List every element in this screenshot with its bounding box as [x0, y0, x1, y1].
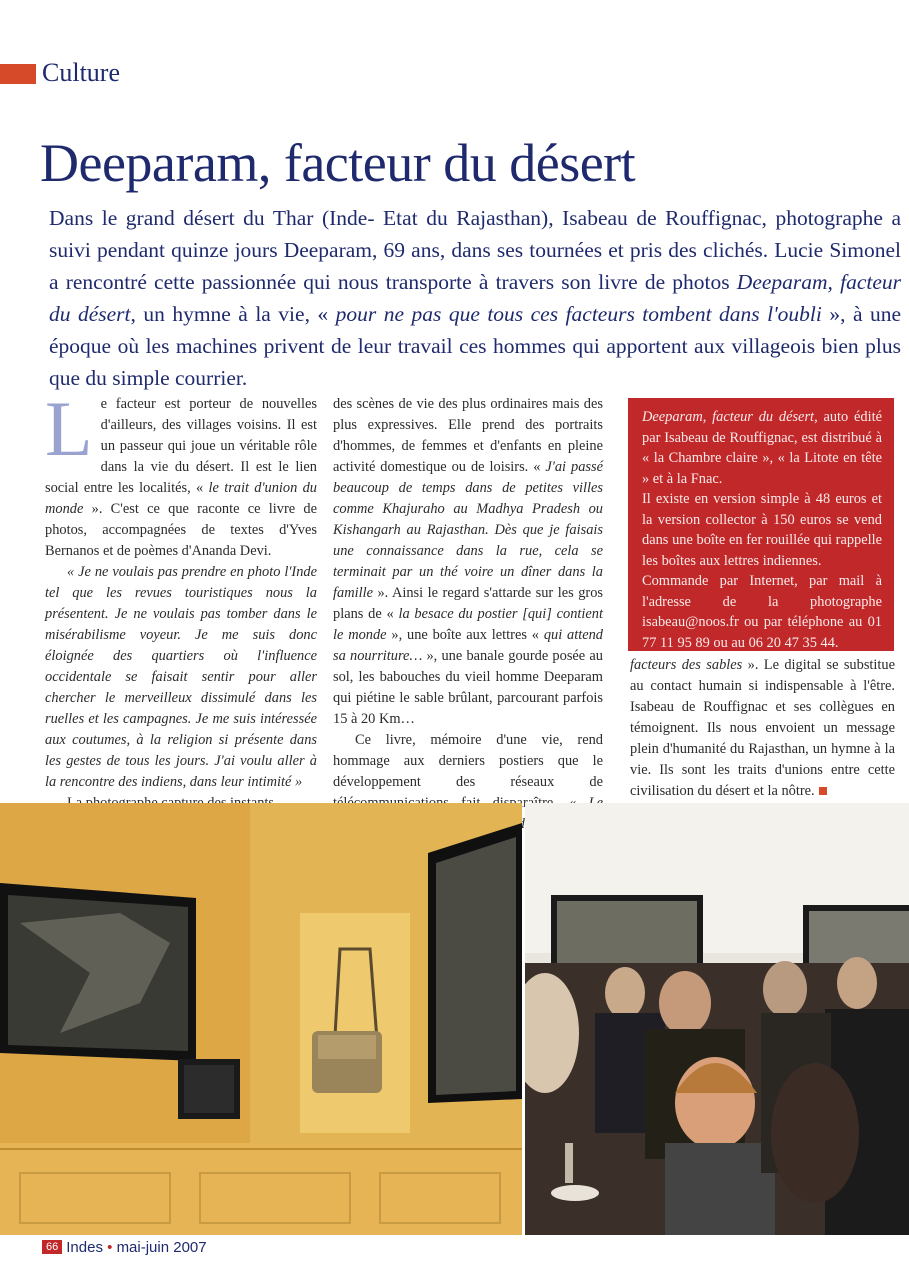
paragraph: facteurs des sables ». Le digital se substitue au contact humain si indispensable à l'être. Isabeau de Rouffignac et ses collègues en témoignent. Ils nous envoient un message plein d'humanité du Rajasthan, un hymne à la vie. Ils sont les traits d'unions entre cette civilisation du désert et la nôtre. — [630, 657, 896, 799]
body-column-3 — [630, 655, 895, 802]
article-lead: Dans le grand désert du Thar (Inde- Etat du Rajasthan), Isabeau de Rouffignac, photographe a suivi pendant quinze jours Deeparam, 69 ans, dans ses tournées et pris des clichés. Lucie Simonel a rencontré cette passionnée qui nous transporte à travers son livre de photos Deeparam, facteur du désert, un hymne à la vie, « pour ne pas que tous ces facteurs tombent dans l'oubli », à une époque où les machines privent de leur travail ces hommes qui apportent aux villageois bien plus que du simple courrier. — [49, 206, 902, 390]
info-paragraph: Deeparam, facteur du désert, auto édité par Isabeau de Rouffignac, est distribué à « la Chambre claire », « la Litote en tête » et à la Fnac. — [642, 409, 882, 487]
section-label: Culture — [42, 58, 120, 87]
info-paragraph: Commande par Internet, par mail à l'adresse de la photographe isabeau@noos.fr ou par téléphone au 01 77 11 95 89 ou au 06 20 47 35 44. — [642, 573, 882, 651]
paragraph: Le facteur est porteur de nouvelles d'ailleurs, des villages voisins. Il est un passeur qui joue un véritable rôle dans la vie du désert. Il est le lien social entre les localités, « le trait d'union du monde ». C'est ce que raconte ce livre de photos, accompagnées de textes d'Yves Bernanos et de poèmes d'Ananda Devi. — [45, 385, 318, 559]
exhibition-crowd-illustration — [525, 803, 909, 1235]
paragraph: des scènes de vie des plus ordinaires mais des plus expressives. Elle prend des portraits d'hommes, de femmes et d'enfants en pleine activité domestique ou de loisirs. « J'ai passé beaucoup de temps dans de petites villes comme Khajuraho au Madhya Pradesh ou Kishangarh au Rajasthan. Dès que je faisais une connaissance dans la rue, cela se terminait par un thé voire un dîner dans la famille ». Ainsi le regard s'attarde sur les gros plans de « la besace du postier [qui] contient le monde », une boîte aux lettres « qui attend sa nourriture… », une banale gourde posée au sol, les babouches du vieil homme Deeparam qui piétine le sable brûlant, parcourant parfois 15 à 20 Km… — [333, 396, 603, 727]
paragraph: Ce livre, mémoire d'une vie, rend hommage aux derniers postiers que le développement des réseaux de — [333, 732, 603, 790]
page-number: 66 — [42, 1240, 62, 1254]
drop-cap: L — [45, 385, 93, 472]
magazine-name: Indes — [66, 1239, 103, 1256]
book-info-box — [628, 398, 894, 651]
exhibition-wall-illustration — [0, 803, 522, 1235]
section-color-bar — [0, 64, 36, 84]
separator-dot-icon: • — [107, 1239, 113, 1256]
exhibition-crowd-photo — [525, 803, 909, 1235]
end-mark-icon — [819, 787, 827, 795]
body-column-2 — [333, 394, 603, 856]
page-footer — [42, 1239, 207, 1256]
info-paragraph: Il existe en version simple à 48 euros et la version collector à 150 euros se vend dans une boîte en fer rouillée qui rappelle les boîtes aux lettres indiennes. — [642, 491, 882, 569]
quote-paragraph: « Je ne voulais pas prendre en photo l'Inde tel que les revues touristiques nous la présentent. Je ne voulais pas tomber dans le misérabilisme voyeur. Je me suis donc éloignée des quartiers où l'influence occidentale se faisait sentir pour aller chercher le merveilleux dissimulé dans les ruelles et les campagnes. Je me suis intéressée aux coutumes, à la religion si présente dans les gestes de tous les jours. J'ai voulu aller à la rencontre des indiens, dans leur intimité » — [45, 564, 317, 790]
body-column-1 — [45, 385, 318, 814]
exhibition-wall-photo — [0, 803, 522, 1235]
issue-date: mai-juin 2007 — [116, 1239, 207, 1256]
article-title: Deeparam, facteur du désert — [40, 133, 636, 193]
